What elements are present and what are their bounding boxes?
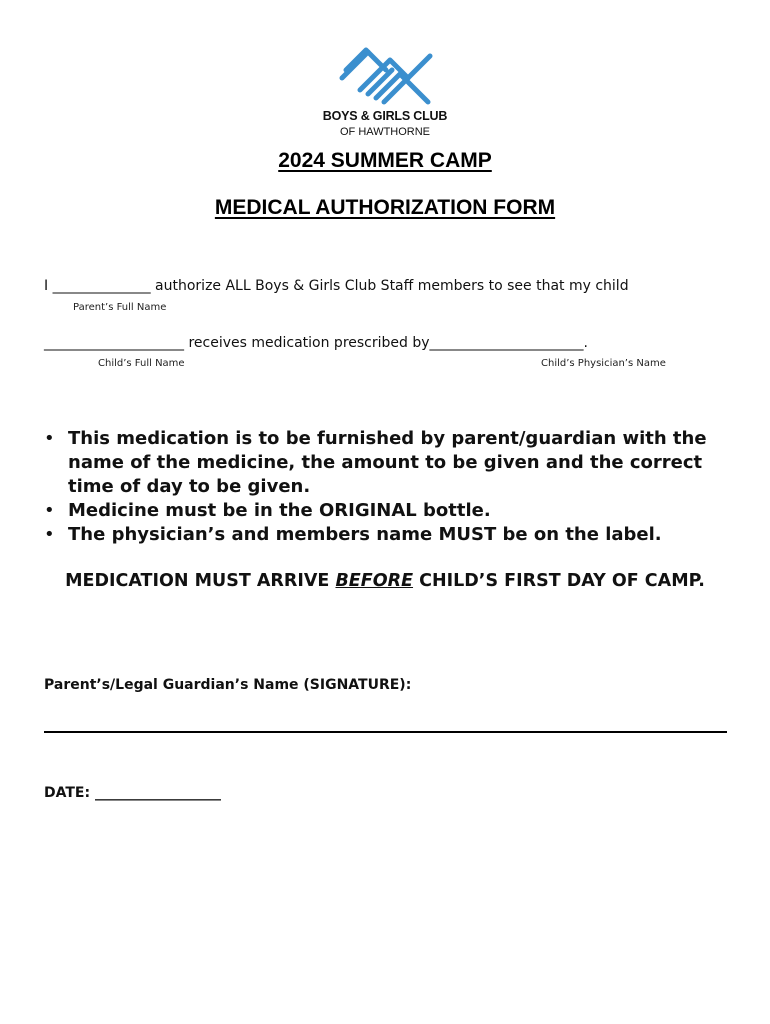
sentence-end: . bbox=[583, 335, 588, 351]
bullet-icon: • bbox=[44, 500, 55, 521]
physician-name-field[interactable]: ______________________ bbox=[429, 335, 584, 351]
authorization-text-2: receives medication prescribed by bbox=[188, 335, 430, 351]
authorization-line-1 bbox=[44, 278, 629, 294]
authorization-text-1: authorize ALL Boys & Girls Club Staff members to see that my child bbox=[155, 278, 629, 294]
bullet-text: This medication is to be furnished by parent/guardian with the name of the medicine, the amount to be given and the correct time of day to be given. bbox=[68, 428, 707, 497]
date-field[interactable]: __________________ bbox=[94, 785, 221, 801]
signature-field[interactable] bbox=[44, 731, 727, 733]
bullet-text: Medicine must be in the ORIGINAL bottle. bbox=[68, 500, 491, 521]
instructions-list bbox=[44, 427, 724, 547]
physician-name-label: Child’s Physician’s Name bbox=[541, 358, 666, 369]
child-name-field[interactable]: ____________________ bbox=[44, 335, 184, 351]
arrival-text-pre: MEDICATION MUST ARRIVE bbox=[65, 571, 330, 591]
form-title-year: 2024 SUMMER CAMP bbox=[278, 149, 492, 172]
bullet-icon: • bbox=[44, 428, 55, 449]
bullet-icon: • bbox=[44, 524, 55, 545]
parent-name-label: Parent’s Full Name bbox=[73, 302, 167, 313]
logo-subtitle: OF HAWTHORNE bbox=[339, 126, 431, 138]
date-row bbox=[44, 785, 221, 801]
arrival-text-post: CHILD’S FIRST DAY OF CAMP. bbox=[419, 571, 705, 591]
list-item bbox=[44, 523, 724, 547]
bullet-text: The physician’s and members name MUST be on the label. bbox=[68, 524, 662, 545]
list-item bbox=[44, 427, 724, 499]
arrival-notice bbox=[0, 569, 770, 594]
child-name-label: Child’s Full Name bbox=[98, 358, 185, 369]
authorization-prefix: I bbox=[44, 278, 49, 294]
list-item bbox=[44, 499, 724, 523]
logo-hands-icon bbox=[312, 46, 458, 108]
logo-name: BOYS & GIRLS CLUB bbox=[322, 109, 448, 123]
authorization-line-2 bbox=[44, 335, 588, 351]
parent-name-field[interactable]: ______________ bbox=[52, 278, 151, 294]
club-logo bbox=[312, 46, 458, 140]
arrival-emphasis: BEFORE bbox=[335, 571, 414, 591]
signature-label: Parent’s/Legal Guardian’s Name (SIGNATURE): bbox=[44, 677, 412, 693]
date-label: DATE: bbox=[44, 785, 91, 801]
form-title: MEDICAL AUTHORIZATION FORM bbox=[214, 196, 556, 219]
